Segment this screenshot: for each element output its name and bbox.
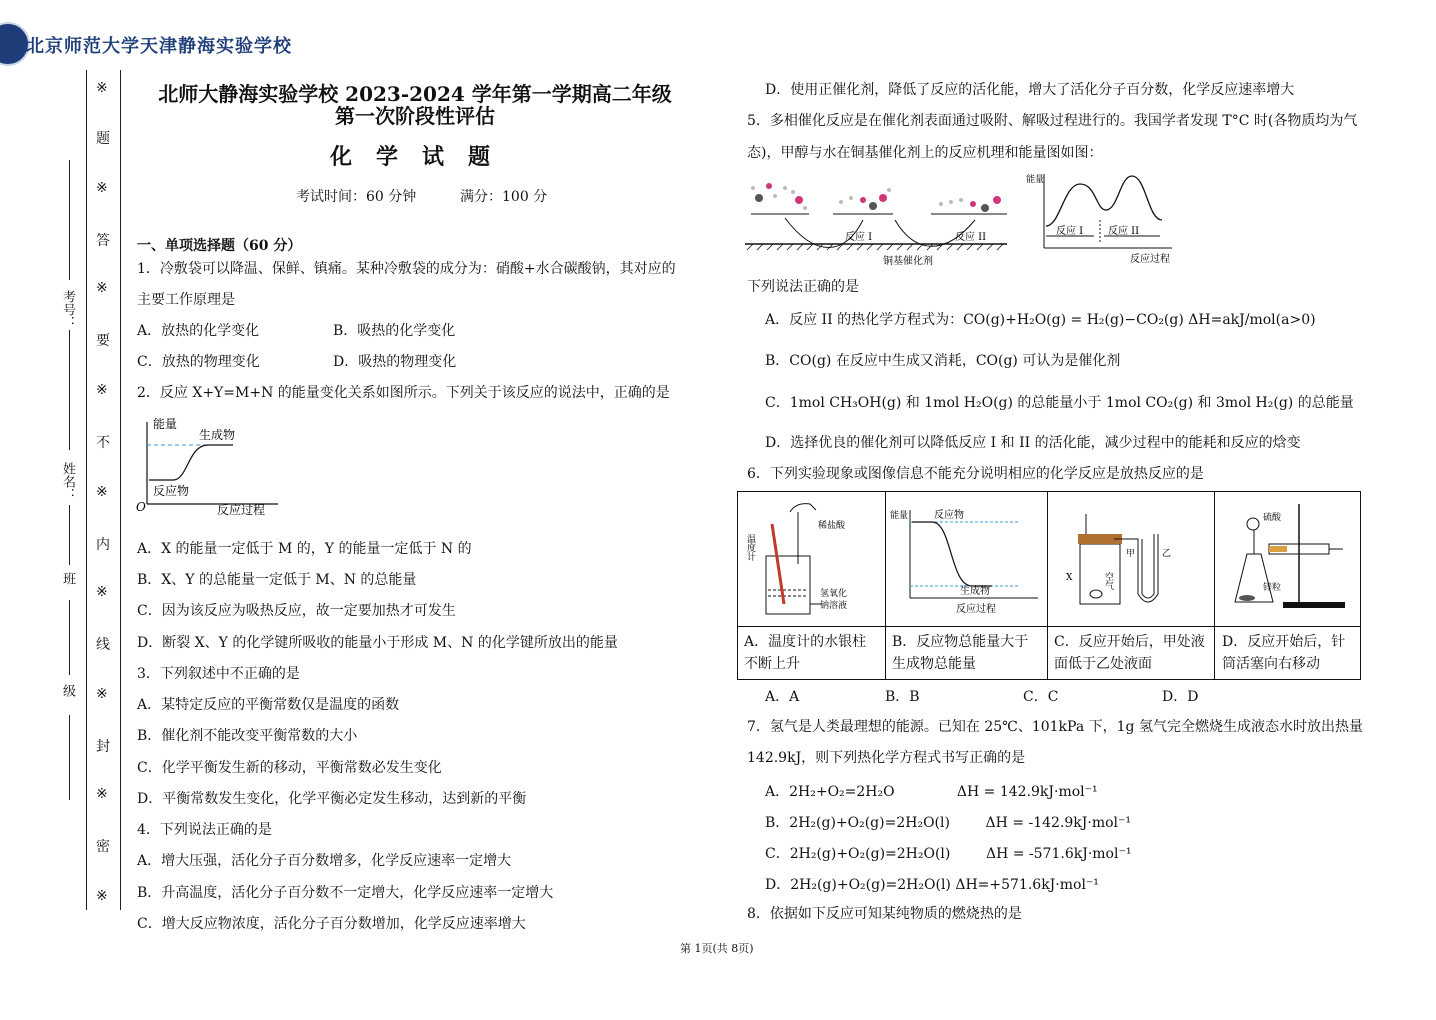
q6-caption-d-line2: 筒活塞向右移动: [1222, 656, 1320, 672]
school-name: 北京师范大学天津静海实验学校: [26, 36, 292, 57]
q5-option-a: A．反应 II 的热化学方程式为：CO(g)+H₂O(g) = H₂(g)−CO₂(g) ΔH=akJ/mol(a>0): [765, 312, 1316, 328]
q6c-yi: 乙: [1162, 549, 1172, 559]
seal-char: ※: [96, 686, 108, 702]
student-name-label: 姓名：: [60, 462, 75, 501]
q6a-base2: 钠溶液: [820, 601, 848, 611]
q3-option-b: B．催化剂不能改变平衡常数的大小: [137, 728, 358, 744]
seal-char: ※: [96, 484, 108, 500]
q7-option-c: C．2H₂(g)+O₂(g)=2H₂O(l) ΔH = -571.6kJ·mol⁻¹: [765, 846, 1132, 862]
q5-prompt: 下列说法正确的是: [747, 279, 859, 295]
seal-char: ※: [96, 786, 108, 802]
seal-char: 题: [96, 131, 110, 147]
q2-fig-reactant: 反应物: [153, 484, 190, 498]
binding-line-inner: [120, 70, 121, 910]
class-label: 班: [60, 572, 75, 585]
q5-option-b: B．CO(g) 在反应中生成又消耗，CO(g) 可认为是催化剂: [765, 353, 1121, 369]
q6-caption-b: [892, 631, 1028, 675]
class-field[interactable]: [69, 505, 70, 565]
q3-stem: 3．下列叙述中不正确的是: [137, 666, 300, 682]
q6-option-c: C．C: [1023, 689, 1059, 705]
q4-option-d: D．使用正催化剂，降低了反应的活化能，增大了活化分子百分数，化学反应速率增大: [765, 82, 1295, 98]
q1-stem-1: 1．冷敷袋可以降温、保鲜、镇痛。某种冷敷袋的成分为：硝酸+水合碳酸钠，其对应的: [137, 261, 676, 277]
q5-option-c: C．1mol CH₃OH(g) 和 1mol H₂O(g) 的总能量小于 1mol CO₂(g) 和 3mol H₂(g) 的总能量: [765, 395, 1354, 411]
exam-title-line2: 第一次阶段性评估: [335, 104, 495, 128]
q6a-acid: 稀盐酸: [818, 521, 846, 531]
q6-caption-b-line2: 生成物总能量: [892, 656, 976, 672]
q5-efig-ylabel: 能量: [1026, 175, 1045, 185]
q3-option-a: A．某特定反应的平衡常数仅是温度的函数: [137, 697, 400, 713]
q1-option-b: B．吸热的化学变化: [333, 323, 456, 339]
q7-stem-1: 7．氢气是人类最理想的能源。已知在 25℃、101kPa 下，1g 氢气完全燃烧生成液态水时放出热量: [747, 719, 1363, 735]
q6-table: [737, 491, 1361, 680]
student-id-field[interactable]: [69, 160, 70, 280]
q5-fig-catalyst: 铜基催化剂: [883, 256, 933, 267]
q4-option-b: B．升高温度，活化分子百分数不一定增大，化学反应速率一定增大: [137, 885, 554, 901]
seal-char: ※: [96, 280, 108, 296]
q6c-jia: 甲: [1126, 549, 1136, 559]
q6-option-d: D．D: [1162, 689, 1199, 705]
q5-option-d: D．选择优良的催化剂可以降低反应 I 和 II 的活化能，减少过程中的能耗和反应的焓变: [765, 435, 1301, 451]
q7-option-a: A．2H₂+O₂=2H₂O ΔH = 142.9kJ·mol⁻¹: [765, 784, 1098, 800]
q5-efig-e2: 反应 II: [1108, 226, 1140, 237]
q6-divider: [738, 626, 1360, 627]
q2-option-b: B．X、Y 的总能量一定低于 M、N 的总能量: [137, 572, 417, 588]
seal-char: 封: [96, 739, 110, 755]
q6a-thermo: 温度计: [745, 534, 755, 561]
student-name-field[interactable]: [69, 330, 70, 450]
q4-stem: 4．下列说法正确的是: [137, 822, 272, 838]
q6d-acid: 硫酸: [1263, 513, 1282, 523]
q6-option-b: B．B: [885, 689, 920, 705]
q6-caption-c-line1: C．反应开始后，甲处液: [1054, 634, 1205, 650]
section-heading: 一、单项选择题（60 分）: [137, 238, 302, 254]
q4-option-c: C．增大反应物浓度，活化分子百分数增加，化学反应速率增大: [137, 916, 526, 932]
grade-label: 级: [60, 684, 75, 697]
q6-caption-c: [1054, 631, 1205, 675]
q6a-base1: 氢氧化: [820, 589, 848, 599]
seal-char: 不: [96, 435, 110, 451]
q7-option-b: B．2H₂(g)+O₂(g)=2H₂O(l) ΔH = -142.9kJ·mol⁻¹: [765, 815, 1132, 831]
grade-field-2[interactable]: [69, 715, 70, 800]
q2-fig-ylabel: 能量: [153, 417, 178, 431]
q5-stem-1: 5．多相催化反应是在催化剂表面通过吸附、解吸过程进行的。我国学者发现 T°C 时(各物质均为气: [747, 113, 1358, 129]
q4-option-a: A．增大压强，活化分子百分数增多，化学反应速率一定增大: [137, 853, 512, 869]
q6-caption-a: [744, 631, 866, 675]
q6-option-a: A．A: [765, 689, 800, 705]
q2-fig-origin: O: [136, 500, 146, 514]
q5-fig-r1: 反应 I: [845, 232, 873, 243]
exam-title-line1: 北师大静海实验学校 2023-2024 学年第一学期高二年级: [158, 82, 672, 106]
q5-energy-diagram: [1024, 168, 1184, 268]
q7-option-d: D．2H₂(g)+O₂(g)=2H₂O(l) ΔH=+571.6kJ·mol⁻¹: [765, 877, 1099, 893]
q6b-xlabel: 反应过程: [956, 604, 996, 615]
q1-option-c: C．放热的物理变化: [137, 354, 260, 370]
q6-fig-a: [740, 494, 884, 624]
page-number: 第 1页(共 8页): [680, 942, 754, 955]
q5-mechanism-diagram: [745, 168, 1013, 268]
q6-caption-c-line2: 面低于乙处液面: [1054, 656, 1152, 672]
student-id-label: 考号：: [60, 290, 75, 329]
q2-option-d: D．断裂 X、Y 的化学键所吸收的能量小于形成 M、N 的化学键所放出的能量: [137, 635, 618, 651]
q6d-zinc: 锌粒: [1263, 583, 1282, 593]
q6b-reactant: 反应物: [934, 510, 964, 521]
seal-char: ※: [96, 80, 108, 96]
q5-fig-r2: 反应 II: [955, 232, 987, 243]
q3-option-d: D．平衡常数发生变化，化学平衡必定发生移动，达到新的平衡: [137, 791, 527, 807]
seal-char: 内: [96, 537, 110, 553]
q6-fig-c: [1050, 494, 1212, 624]
q5-efig-xlabel: 反应过程: [1130, 254, 1170, 265]
q1-option-d: D．吸热的物理变化: [333, 354, 457, 370]
q6-divider: [1047, 492, 1048, 679]
q6-caption-b-line1: B．反应物总能量大于: [892, 634, 1029, 650]
q6-caption-a-line2: 不断上升: [744, 656, 800, 672]
q6-divider: [885, 492, 886, 679]
exam-time: 考试时间：60 分钟: [296, 189, 417, 205]
seal-char: ※: [96, 382, 108, 398]
q3-option-c: C．化学平衡发生新的移动，平衡常数必发生变化: [137, 760, 442, 776]
seal-char: ※: [96, 888, 108, 904]
q8-stem: 8．依据如下反应可知某纯物质的燃烧热的是: [747, 906, 1022, 922]
q2-fig-product: 生成物: [199, 428, 236, 442]
q6-caption-a-line1: A．温度计的水银柱: [744, 634, 867, 650]
grade-field-1[interactable]: [69, 600, 70, 675]
seal-char: 要: [96, 333, 110, 349]
exam-score: 满分：100 分: [460, 189, 548, 205]
q6-caption-d-line1: D．反应开始后，针: [1222, 634, 1346, 650]
q2-energy-diagram: [133, 412, 283, 520]
q5-efig-e1: 反应 I: [1056, 226, 1084, 237]
q2-option-c: C．因为该反应为吸热反应，故一定要加热才可发生: [137, 603, 456, 619]
exam-subject: 化学试题: [330, 144, 515, 170]
seal-char: ※: [96, 584, 108, 600]
binding-line-outer: [86, 70, 87, 910]
q6b-product: 生成物: [960, 586, 990, 597]
q6-fig-d: [1217, 494, 1359, 624]
seal-char: 答: [96, 233, 110, 249]
q5-stem-2: 态)，甲醇与水在铜基催化剂上的反应机理和能量图如图：: [747, 145, 1103, 161]
q1-stem-2: 主要工作原理是: [137, 292, 235, 308]
q6b-ylabel: 能量: [890, 511, 909, 521]
q1-option-a: A．放热的化学变化: [137, 323, 260, 339]
q6-fig-b: [888, 494, 1046, 624]
q6-stem: 6．下列实验现象或图像信息不能充分说明相应的化学反应是放热反应的是: [747, 466, 1204, 482]
seal-char: ※: [96, 180, 108, 196]
q6-divider: [1214, 492, 1215, 679]
q6c-x: X: [1066, 573, 1073, 583]
q2-fig-xlabel: 反应过程: [217, 503, 266, 517]
seal-char: 密: [96, 839, 110, 855]
q7-stem-2: 142.9kJ，则下列热化学方程式书写正确的是: [747, 750, 1026, 766]
q2-stem: 2．反应 X+Y=M+N 的能量变化关系如图所示。下列关于该反应的说法中，正确的是: [137, 385, 670, 401]
seal-char: 线: [96, 637, 110, 653]
seal-column: [92, 70, 118, 910]
q6-caption-d: [1222, 631, 1345, 675]
q6c-air: 空气: [1103, 572, 1113, 590]
q2-option-a: A．X 的能量一定低于 M 的，Y 的能量一定低于 N 的: [137, 541, 472, 557]
